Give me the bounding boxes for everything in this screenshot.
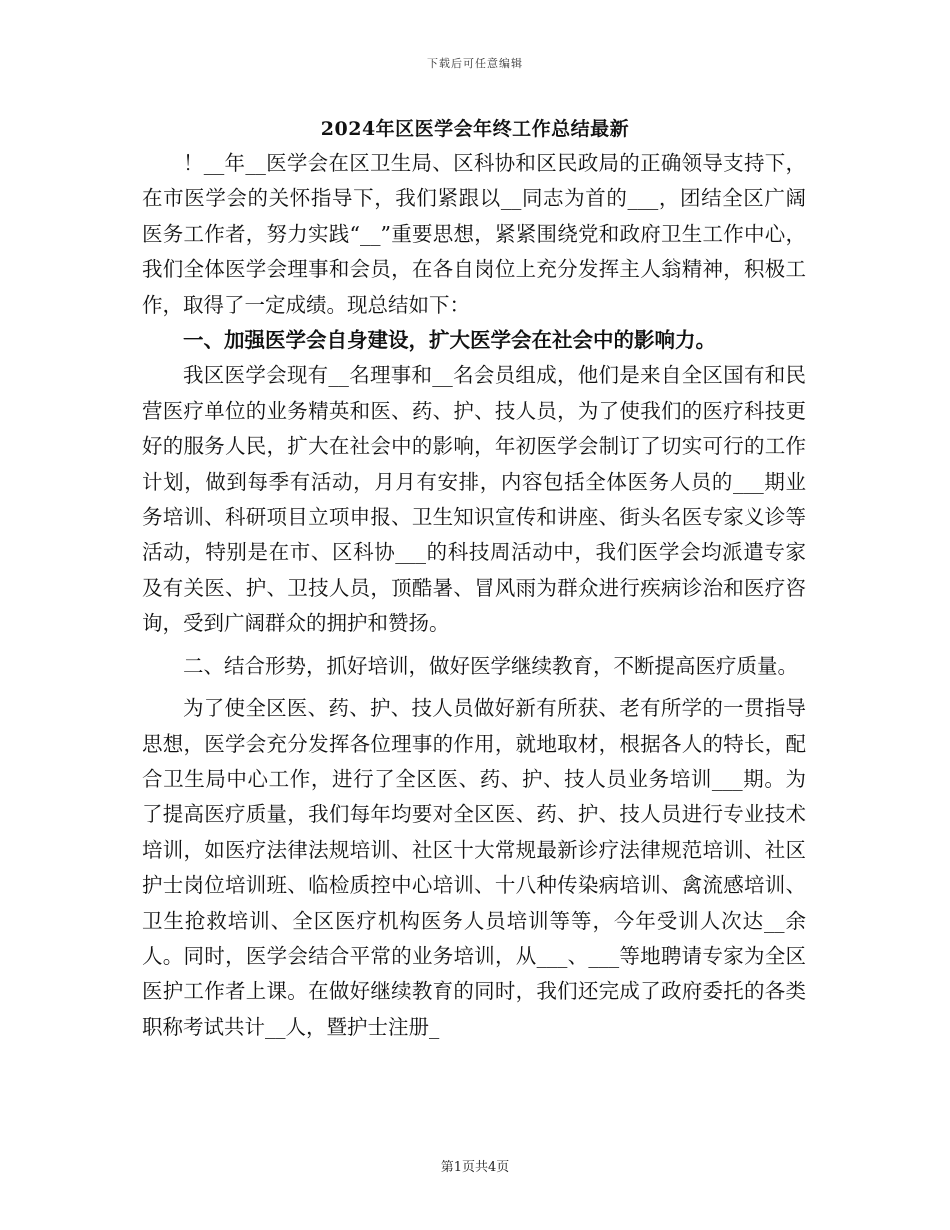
section-2-paragraph: 为了使全区医、药、护、技人员做好新有所获、老有所学的一贯指导思想，医学会充分发挥各位理事的作用，就地取材，根据各人的特长，配合卫生局中心工作，进行了全区医、药、护、技人员业务培训___期。为了提高医疗质量，我们每年均要对全区医、药、护、技人员进行专业技术培训，如医疗法律法规培训、社区十大常规最新诊疗法律规范培训、社区护士岗位培训班、临检质控中心培训、十八种传染病培训、禽流感培训、卫生抢救培训、全区医疗机构医务人员培训等等，今年受训人次达__余人。同时，医学会结合平常的业务培训，从___、___等地聘请专家为全区医护工作者上课。在做好继续教育的同时，我们还完成了政府委托的各类职称考试共计__人，暨护士注册_ [142, 696, 806, 1039]
page-number: 第1页共4页 [440, 1160, 510, 1175]
section-1-paragraph: 我区医学会现有__名理事和__名会员组成，他们是来自全区国有和民营医疗单位的业务精英和医、药、护、技人员，为了使我们的医疗科技更好的服务人民，扩大在社会中的影响，年初医学会制订了切实可行的工作计划，做到每季有活动，月月有安排，内容包括全体医务人员的___期业务培训、科研项目立项申报、卫生知识宣传和讲座、街头名医专家义诊等活动，特别是在市、区科协___的科技周活动中，我们医学会均派遣专家及有关医、护、卫技人员，顶酷暑、冒风雨为群众进行疾病诊治和医疗咨询，受到广阔群众的拥护和赞扬。 [142, 363, 806, 636]
page-header-note: 下载后可任意编辑 [427, 57, 523, 70]
section-heading-1: 一、加强医学会自身建设，扩大医学会在社会中的影响力。 [183, 328, 716, 353]
section-heading-2: 二、结合形势，抓好培训，做好医学继续教育，不断提高医疗质量。 [183, 653, 798, 678]
document-title: 2024年区医学会年终工作总结最新 [320, 118, 630, 140]
document-body [142, 146, 806, 1045]
intro-paragraph: ！__年__医学会在区卫生局、区科协和区民政局的正确领导支持下，在市医学会的关怀指导下，我们紧跟以__同志为首的___，团结全区广阔医务工作者，努力实践“__”重要思想，紧紧围绕党和政府卫生工作中心，我们全体医学会理事和会员，在各自岗位上充分发挥主人翁精神，积极工作，取得了一定成绩。现总结如下： [142, 151, 806, 317]
